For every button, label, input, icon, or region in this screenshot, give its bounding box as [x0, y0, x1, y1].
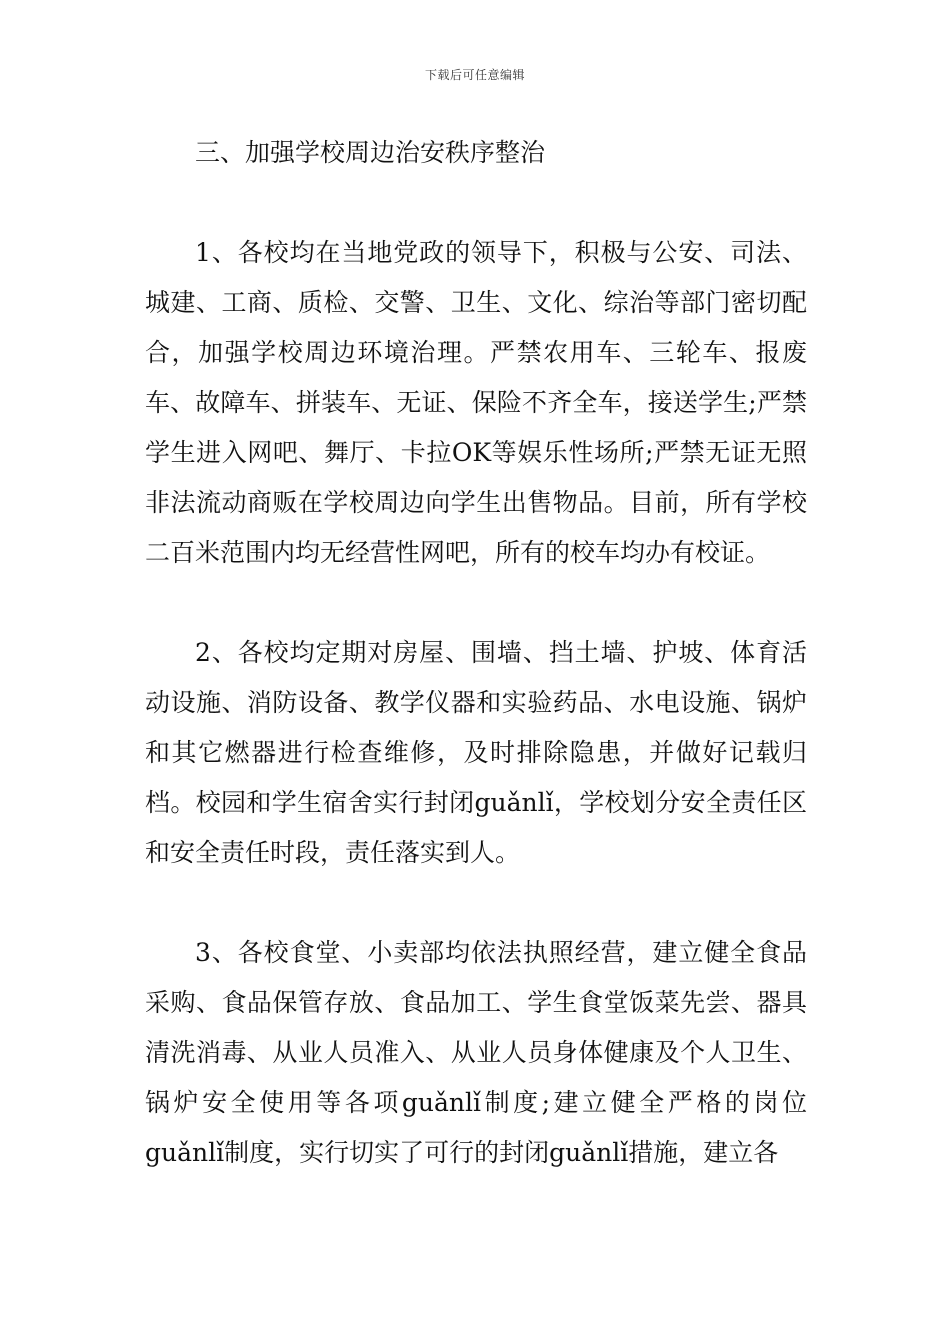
- paragraph-3: 3、各校食堂、小卖部均依法执照经营，建立健全食品采购、食品保管存放、食品加工、学生食堂饭菜先尝、器具清洗消毒、从业人员准入、从业人员身体健康及个人卫生、锅炉安全使用等各项guǎnlǐ制度;建立健全严格的岗位guǎnlǐ制度，实行切实了可行的封闭guǎnlǐ措施，建立各: [145, 938, 807, 1167]
- document-body: [145, 128, 807, 1178]
- paragraph-2: 2、各校均定期对房屋、围墙、挡土墙、护坡、体育活动设施、消防设备、教学仪器和实验药品、水电设施、锅炉和其它燃器进行检查维修，及时排除隐患，并做好记载归档。校园和学生宿舍实行封闭guǎnlǐ，学校划分安全责任区和安全责任时段，责任落实到人。: [145, 638, 807, 867]
- spacer: [145, 178, 807, 228]
- spacer: [145, 578, 807, 628]
- section-heading: 三、加强学校周边治安秩序整治: [195, 138, 546, 167]
- spacer: [145, 878, 807, 928]
- page-header: 下载后可任意编辑: [424, 68, 525, 82]
- paragraph-1: 1、各校均在当地党政的领导下，积极与公安、司法、城建、工商、质检、交警、卫生、文化、综治等部门密切配合，加强学校周边环境治理。严禁农用车、三轮车、报废车、故障车、拼装车、无证、保险不齐全车，接送学生;严禁学生进入网吧、舞厅、卡拉OK等娱乐性场所;严禁无证无照非法流动商贩在学校周边向学生出售物品。目前，所有学校二百米范围内均无经营性网吧，所有的校车均办有校证。: [145, 238, 807, 567]
